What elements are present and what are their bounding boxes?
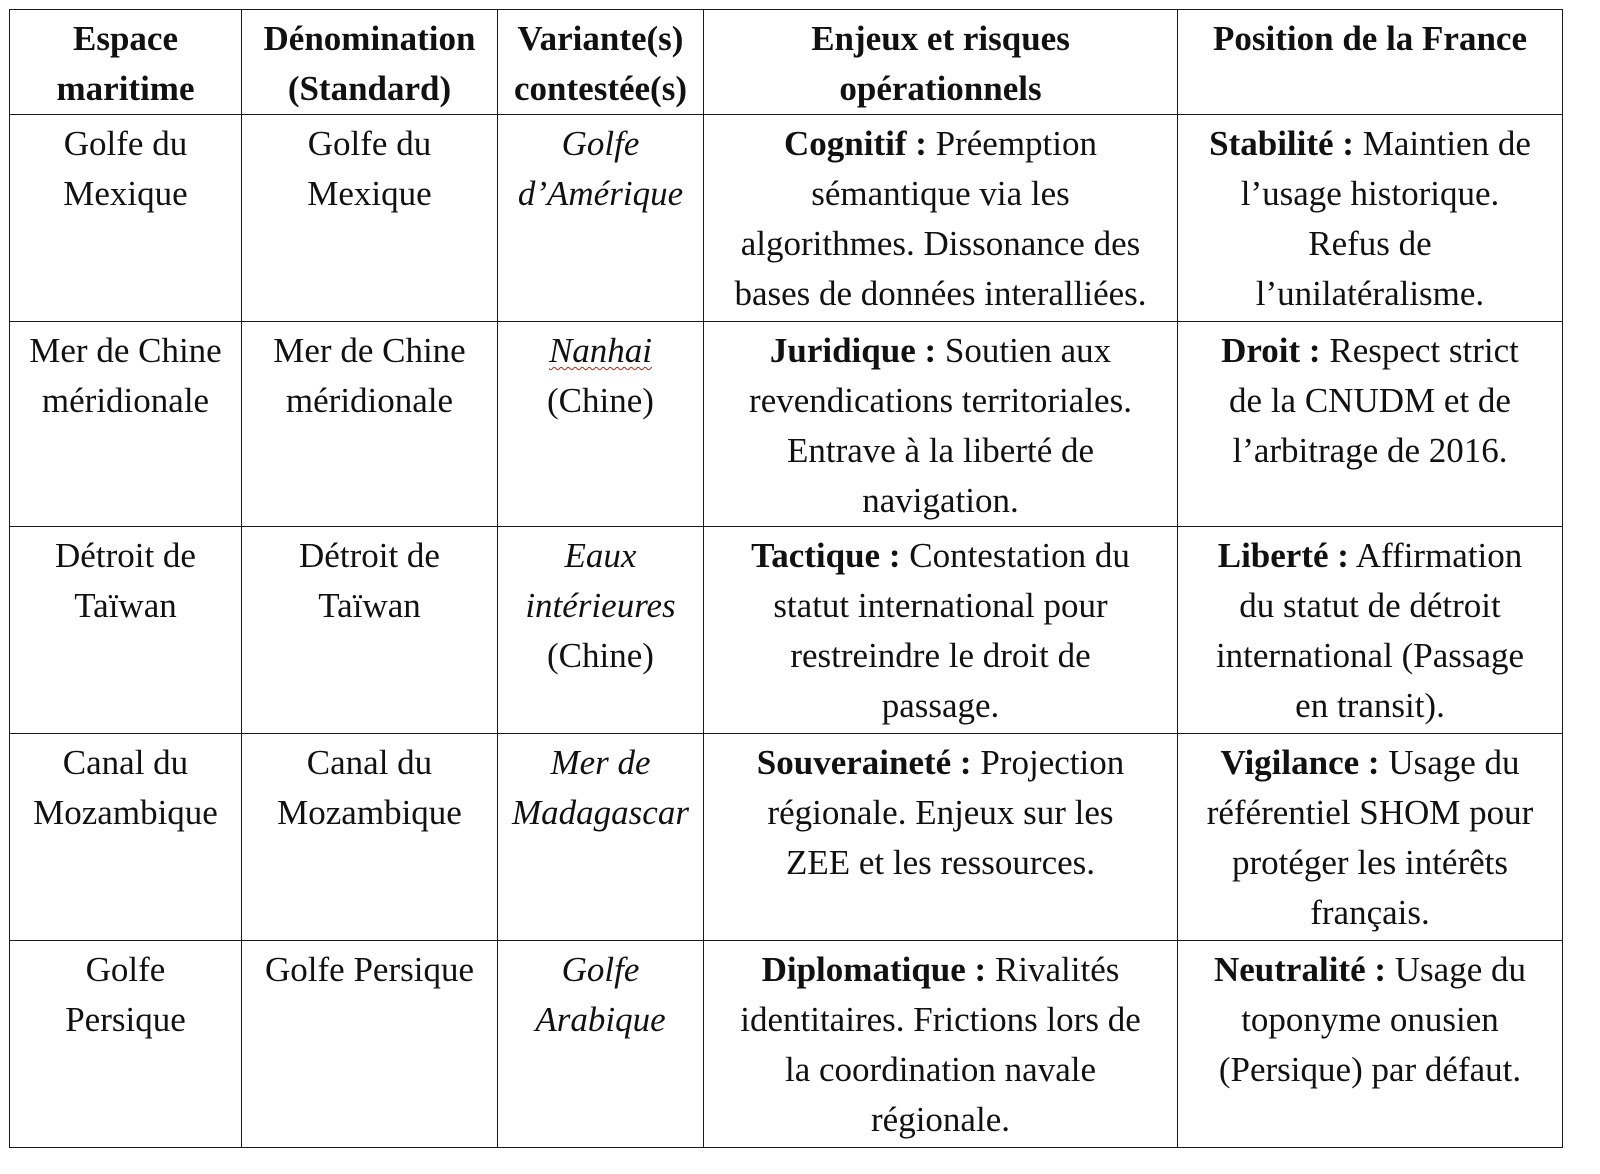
- cell-variante: Golfe Arabique: [498, 941, 704, 1148]
- cell-denomination: Golfe du Mexique: [242, 115, 498, 322]
- cell-position: Liberté : Affirmation du statut de détroit international (Passage en transit).: [1178, 527, 1563, 734]
- header-enjeux: Enjeux et risques opérationnels: [704, 10, 1178, 115]
- cell-position: Stabilité : Maintien de l’usage historique. Refus de l’unilatéralisme.: [1178, 115, 1563, 322]
- spellcheck-underlined-word: Nanhai: [548, 331, 653, 370]
- cell-denomination: Détroit de Taïwan: [242, 527, 498, 734]
- cell-enjeux: Juridique : Soutien aux revendications territoriales. Entrave à la liberté de navigation.: [704, 322, 1178, 527]
- table-row: [10, 734, 1563, 941]
- cell-enjeux: Souveraineté : Projection régionale. Enjeux sur les ZEE et les ressources.: [704, 734, 1178, 941]
- header-variantes: Variante(s) contestée(s): [498, 10, 704, 115]
- cell-position: Neutralité : Usage du toponyme onusien (Persique) par défaut.: [1178, 941, 1563, 1148]
- header-position-france: Position de la France: [1178, 10, 1563, 115]
- cell-espace-maritime: Canal du Mozambique: [10, 734, 242, 941]
- cell-denomination: Golfe Persique: [242, 941, 498, 1148]
- table-row: [10, 115, 1563, 322]
- table-row: [10, 322, 1563, 527]
- cell-variante: Mer de Madagascar: [498, 734, 704, 941]
- cell-enjeux: Cognitif : Préemption sémantique via les algorithmes. Dissonance des bases de données interalliées.: [704, 115, 1178, 322]
- table-header-row: [10, 10, 1563, 115]
- header-denomination: Dénomination (Standard): [242, 10, 498, 115]
- cell-position: Vigilance : Usage du référentiel SHOM pour protéger les intérêts français.: [1178, 734, 1563, 941]
- header-espace-maritime: Espace maritime: [10, 10, 242, 115]
- table-row: [10, 941, 1563, 1148]
- cell-denomination: Mer de Chine méridionale: [242, 322, 498, 527]
- cell-position: Droit : Respect strict de la CNUDM et de l’arbitrage de 2016.: [1178, 322, 1563, 527]
- cell-enjeux: Tactique : Contestation du statut international pour restreindre le droit de passage.: [704, 527, 1178, 734]
- cell-variante: Golfe d’Amérique: [498, 115, 704, 322]
- maritime-names-table: [9, 9, 1563, 1148]
- cell-espace-maritime: Détroit de Taïwan: [10, 527, 242, 734]
- cell-espace-maritime: Golfe Persique: [10, 941, 242, 1148]
- cell-enjeux: Diplomatique : Rivalités identitaires. Frictions lors de la coordination navale régionale.: [704, 941, 1178, 1148]
- table-row: [10, 527, 1563, 734]
- cell-variante: Eaux intérieures (Chine): [498, 527, 704, 734]
- cell-variante: Nanhai (Chine): [498, 322, 704, 527]
- cell-denomination: Canal du Mozambique: [242, 734, 498, 941]
- cell-espace-maritime: Golfe du Mexique: [10, 115, 242, 322]
- cell-espace-maritime: Mer de Chine méridionale: [10, 322, 242, 527]
